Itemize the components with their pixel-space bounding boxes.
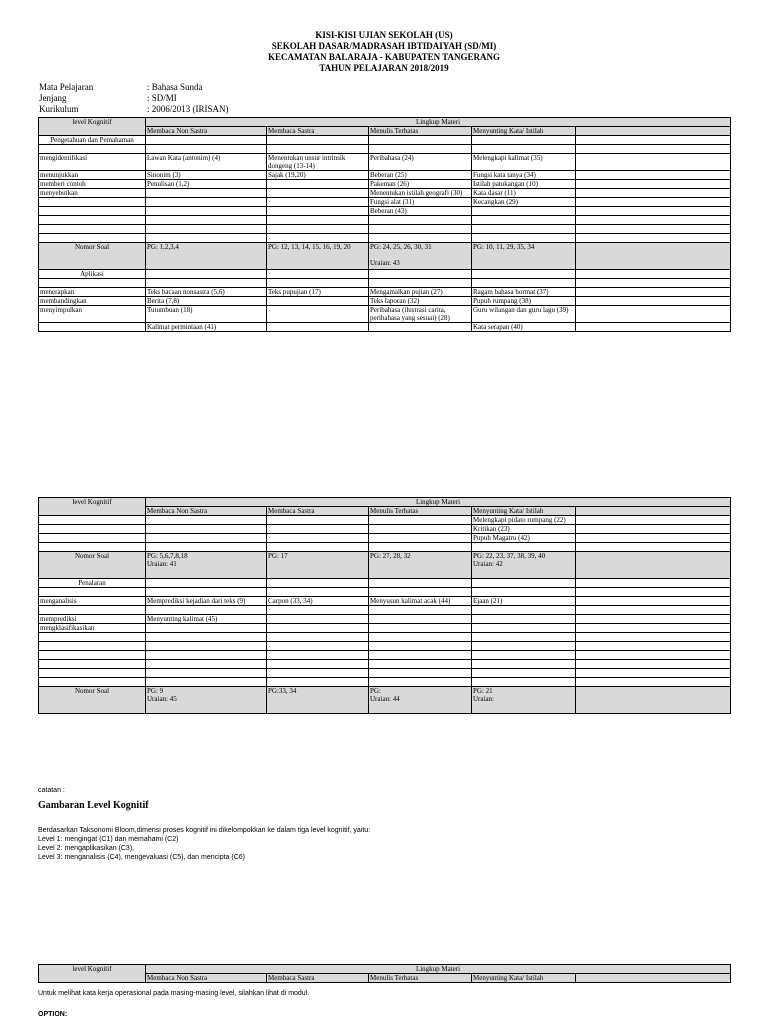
table-cell xyxy=(146,660,267,669)
table-cell xyxy=(146,279,267,288)
level-cell xyxy=(39,145,146,154)
table-cell: Carpon (33, 34) xyxy=(267,597,369,606)
table-cell: PG: 24, 25, 26, 30, 31 Uraian: 43 xyxy=(369,243,472,270)
table-row xyxy=(39,624,731,633)
table-cell xyxy=(146,642,267,651)
table-cell xyxy=(576,145,731,154)
table-cell xyxy=(472,543,576,552)
table-cell xyxy=(576,597,731,606)
table-cell xyxy=(472,270,576,279)
kisi-table-3 xyxy=(38,964,731,983)
table-cell xyxy=(369,651,472,660)
table-cell xyxy=(146,516,267,525)
table-cell xyxy=(576,288,731,297)
table-cell: Menentukan istilah geografi (30) xyxy=(369,189,472,198)
table-cell xyxy=(472,678,576,687)
table-cell: Peribahasa (ilustrasi carita, peribahasa yang sesuai) (28) xyxy=(369,306,472,323)
table-cell xyxy=(146,534,267,543)
level-cell: membandingkan xyxy=(39,297,146,306)
table-cell xyxy=(146,543,267,552)
table-cell: PG:33, 34 xyxy=(267,687,369,714)
level-cell: menerapkan xyxy=(39,288,146,297)
table-row xyxy=(39,288,731,297)
table-row xyxy=(39,180,731,189)
table-cell xyxy=(576,588,731,597)
table-row xyxy=(39,633,731,642)
level-cell xyxy=(39,660,146,669)
table-cell xyxy=(369,279,472,288)
column-header: Menyunting Kata/ Istilah xyxy=(472,974,576,983)
level-cell xyxy=(39,279,146,288)
level-cell: mengklasifikasikan xyxy=(39,624,146,633)
table-cell xyxy=(267,651,369,660)
level-cell xyxy=(39,588,146,597)
table-row xyxy=(39,207,731,216)
column-header xyxy=(576,974,731,983)
table-cell xyxy=(576,516,731,525)
table-cell xyxy=(146,198,267,207)
notes-level: Level 3: menganalisis (C4), mengevaluasi (C5), dan mencipta (C6) xyxy=(38,854,245,861)
table-cell xyxy=(267,270,369,279)
level-cell xyxy=(39,525,146,534)
level-kognitif-header: level Kognitif xyxy=(39,118,146,136)
title-line: TAHUN PELAJARAN 2018/2019 xyxy=(319,63,449,73)
table-cell xyxy=(369,615,472,624)
table-row xyxy=(39,579,731,588)
table-cell: Beberan (43) xyxy=(369,207,472,216)
title-line: KECAMATAN BALARAJA - KABUPATEN TANGERANG xyxy=(267,52,500,62)
meta-label: Jenjang xyxy=(39,93,67,103)
table-cell xyxy=(576,323,731,332)
table-cell xyxy=(576,189,731,198)
table-row xyxy=(39,687,731,714)
table-cell xyxy=(267,633,369,642)
table-cell xyxy=(267,225,369,234)
column-header: Membaca Sastra xyxy=(267,127,369,136)
table-cell: PG: 1,2,3,4 xyxy=(146,243,267,270)
table-row xyxy=(39,642,731,651)
level-cell: Aplikasi xyxy=(39,270,146,279)
level-cell xyxy=(39,678,146,687)
table-cell: Penulisan (1,2) xyxy=(146,180,267,189)
table-cell xyxy=(576,180,731,189)
table-cell xyxy=(576,270,731,279)
table-row xyxy=(39,189,731,198)
column-header: Membaca Non Sastra xyxy=(146,507,267,516)
table-cell xyxy=(369,234,472,243)
level-cell: menyebutkan xyxy=(39,189,146,198)
table-row xyxy=(39,198,731,207)
table-cell: Pakeman (26) xyxy=(369,180,472,189)
table-row xyxy=(39,552,731,579)
catatan-label: catatan : xyxy=(38,787,65,794)
lingkup-materi-header: Lingkup Materi xyxy=(146,118,731,127)
table-cell xyxy=(146,145,267,154)
lingkup-materi-header: Lingkup Materi xyxy=(146,965,731,974)
table-cell xyxy=(576,225,731,234)
table-cell xyxy=(576,243,731,270)
table-cell: Menyunting kalimat (45) xyxy=(146,615,267,624)
table-cell: Tutumbuan (18) xyxy=(146,306,267,323)
table-cell xyxy=(267,588,369,597)
table-cell: Menentukan unsur intrinsik dongeng (13-14) xyxy=(267,154,369,171)
table-cell: Berita (7,8) xyxy=(146,297,267,306)
column-header: Membaca Non Sastra xyxy=(146,127,267,136)
footer-note: Untuk melihat kata kerja operasional pada masing-masing level, silahkan lihat di modul. xyxy=(38,990,310,997)
table-cell xyxy=(576,198,731,207)
title-line: KISI-KISI UJIAN SEKOLAH (US) xyxy=(315,30,453,40)
table-row xyxy=(39,234,731,243)
table-cell xyxy=(267,198,369,207)
table-cell xyxy=(472,588,576,597)
table-cell xyxy=(576,669,731,678)
table-cell: Menyusun kalimat acak (44) xyxy=(369,597,472,606)
notes-intro: Berdasarkan Taksonomi Bloom,dimensi proses kognitif ini dikelompokkan ke dalam tiga level kognitif, yaitu: xyxy=(38,827,371,834)
table-cell xyxy=(267,180,369,189)
table-cell xyxy=(576,306,731,323)
table-cell xyxy=(576,633,731,642)
table-row xyxy=(39,243,731,270)
level-cell: memprediksi xyxy=(39,615,146,624)
table-row xyxy=(39,154,731,171)
table-cell: Melengkapi kalimat (35) xyxy=(472,154,576,171)
table-cell: PG: 5,6,7,8,18 Uraian: 41 xyxy=(146,552,267,579)
table-cell xyxy=(267,606,369,615)
table-cell xyxy=(576,525,731,534)
table-cell xyxy=(267,216,369,225)
table-cell xyxy=(146,225,267,234)
table-cell xyxy=(576,216,731,225)
level-cell: menganalisis xyxy=(39,597,146,606)
table-cell: Memprediksi kejadian dari teks (9) xyxy=(146,597,267,606)
table-cell: Pupuh rumpang (38) xyxy=(472,297,576,306)
level-cell: mengidentifikasi xyxy=(39,154,146,171)
table-row xyxy=(39,660,731,669)
table-cell xyxy=(576,234,731,243)
table-cell: Sinonim (3) xyxy=(146,171,267,180)
table-cell xyxy=(576,207,731,216)
table-cell xyxy=(576,136,731,145)
table-cell xyxy=(267,323,369,332)
level-cell xyxy=(39,216,146,225)
table-cell: Istilah patukangan (10) xyxy=(472,180,576,189)
column-header: Membaca Sastra xyxy=(267,974,369,983)
table-cell: Kata dasar (11) xyxy=(472,189,576,198)
table-row xyxy=(39,597,731,606)
table-cell xyxy=(472,225,576,234)
table-cell xyxy=(369,543,472,552)
table-cell: Teks pupujian (17) xyxy=(267,288,369,297)
table-cell: Peribahasa (24) xyxy=(369,154,472,171)
table-cell xyxy=(146,189,267,198)
table-cell xyxy=(267,669,369,678)
table-cell xyxy=(369,588,472,597)
table-cell xyxy=(576,615,731,624)
notes-heading: Gambaran Level Kognitif xyxy=(38,800,149,811)
table-cell xyxy=(576,552,731,579)
table-cell xyxy=(267,642,369,651)
level-cell: Nomor Soal xyxy=(39,687,146,714)
table-cell xyxy=(146,525,267,534)
table-cell: Ejaan (21) xyxy=(472,597,576,606)
table-cell xyxy=(472,136,576,145)
table-row xyxy=(39,171,731,180)
table-cell xyxy=(472,234,576,243)
column-header: Menyunting Kata/ Istilah xyxy=(472,507,576,516)
table-cell: PG: 17 xyxy=(267,552,369,579)
table-row xyxy=(39,306,731,323)
level-cell: memberi contoh xyxy=(39,180,146,189)
table-cell xyxy=(267,279,369,288)
table-cell xyxy=(369,624,472,633)
table-cell: Mengamalkan pujian (27) xyxy=(369,288,472,297)
table-cell xyxy=(267,306,369,323)
table-cell xyxy=(267,234,369,243)
table-cell xyxy=(369,216,472,225)
table-cell xyxy=(267,579,369,588)
title-line: SEKOLAH DASAR/MADRASAH IBTIDAIYAH (SD/MI) xyxy=(271,41,497,51)
level-cell xyxy=(39,633,146,642)
table-cell xyxy=(267,145,369,154)
table-row xyxy=(39,534,731,543)
table-cell xyxy=(472,279,576,288)
table-cell: PG: 9 Uraian: 45 xyxy=(146,687,267,714)
table-cell xyxy=(146,207,267,216)
table-cell xyxy=(369,669,472,678)
table-cell xyxy=(267,543,369,552)
table-row xyxy=(39,516,731,525)
option-label: OPTION: xyxy=(38,1011,68,1018)
table-cell xyxy=(369,633,472,642)
table-cell: Guru wilangan dan guru lagu (39) xyxy=(472,306,576,323)
table-row xyxy=(39,279,731,288)
table-row xyxy=(39,270,731,279)
meta-value: : SD/MI xyxy=(147,93,177,103)
level-cell xyxy=(39,516,146,525)
level-cell: Penalaran xyxy=(39,579,146,588)
table-cell xyxy=(146,270,267,279)
table-cell xyxy=(472,207,576,216)
table-cell xyxy=(146,678,267,687)
table-cell xyxy=(146,651,267,660)
table-cell xyxy=(267,207,369,216)
table-cell xyxy=(146,579,267,588)
column-header: Membaca Sastra xyxy=(267,507,369,516)
table-row xyxy=(39,145,731,154)
table-cell xyxy=(576,678,731,687)
table-cell: PG: 12, 13, 14, 15, 16, 19, 20 xyxy=(267,243,369,270)
table-row xyxy=(39,543,731,552)
table-cell xyxy=(146,588,267,597)
table-cell xyxy=(369,136,472,145)
table-cell xyxy=(576,154,731,171)
table-cell: Fungsi alat (31) xyxy=(369,198,472,207)
table-cell: Kalimat permintaan (41) xyxy=(146,323,267,332)
table-cell xyxy=(369,145,472,154)
table-row xyxy=(39,216,731,225)
column-header: Menyunting Kata/ Istilah xyxy=(472,127,576,136)
table-cell xyxy=(472,660,576,669)
table-cell xyxy=(146,633,267,642)
table-cell xyxy=(472,624,576,633)
table-row xyxy=(39,297,731,306)
document-title xyxy=(0,30,768,74)
table-cell xyxy=(576,606,731,615)
table-cell xyxy=(472,145,576,154)
table-cell xyxy=(576,660,731,669)
table-row xyxy=(39,651,731,660)
level-cell xyxy=(39,207,146,216)
level-cell xyxy=(39,669,146,678)
level-cell: Pengetahuan dan Pemahaman xyxy=(39,136,146,145)
table-cell xyxy=(472,216,576,225)
level-kognitif-header: level Kognitif xyxy=(39,498,146,516)
level-cell: menyimpulkan xyxy=(39,306,146,323)
table-cell xyxy=(369,534,472,543)
level-cell xyxy=(39,606,146,615)
level-cell xyxy=(39,651,146,660)
table-row xyxy=(39,225,731,234)
table-cell xyxy=(369,516,472,525)
table-cell xyxy=(267,660,369,669)
table-cell xyxy=(146,624,267,633)
table-cell xyxy=(267,534,369,543)
column-header: Menulis Terbatas xyxy=(369,507,472,516)
table-cell xyxy=(369,225,472,234)
table-cell xyxy=(369,678,472,687)
table-cell xyxy=(576,579,731,588)
level-cell xyxy=(39,534,146,543)
table-cell xyxy=(146,606,267,615)
table-row xyxy=(39,669,731,678)
table-cell: PG: 21 Uraian: xyxy=(472,687,576,714)
table-row xyxy=(39,588,731,597)
table-cell xyxy=(576,171,731,180)
notes-level: Level 2: mengaplikasikan (C3), xyxy=(38,845,135,852)
table-cell xyxy=(146,136,267,145)
table-cell: PG: Uraian: 44 xyxy=(369,687,472,714)
meta-block xyxy=(39,82,229,115)
table-cell xyxy=(267,516,369,525)
column-header xyxy=(576,507,731,516)
table-cell xyxy=(369,525,472,534)
table-row xyxy=(39,136,731,145)
table-cell xyxy=(369,323,472,332)
table-row xyxy=(39,615,731,624)
table-cell xyxy=(472,642,576,651)
table-cell xyxy=(576,297,731,306)
column-header xyxy=(576,127,731,136)
table-cell: Teks laporan (32) xyxy=(369,297,472,306)
table-cell: Melengkapi pidato rumpang (22) xyxy=(472,516,576,525)
table-cell xyxy=(472,615,576,624)
table-cell xyxy=(576,651,731,660)
table-cell xyxy=(369,606,472,615)
table-cell: PG: 10, 11, 29, 35, 34 xyxy=(472,243,576,270)
notes-body xyxy=(38,826,738,862)
table-cell: Lawan Kata (antonim) (4) xyxy=(146,154,267,171)
table-row xyxy=(39,323,731,332)
table-cell: PG: 22, 23, 37, 38, 39, 40 Uraian: 42 xyxy=(472,552,576,579)
level-cell: Nomor Soal xyxy=(39,243,146,270)
table-cell xyxy=(267,678,369,687)
level-cell: menunjukkan xyxy=(39,171,146,180)
table-cell xyxy=(146,669,267,678)
table-row xyxy=(39,678,731,687)
table-cell: Fungsi kata tanya (34) xyxy=(472,171,576,180)
table-cell xyxy=(267,624,369,633)
table-cell: Kata serapan (40) xyxy=(472,323,576,332)
table-cell: Pupuh Magatru (42) xyxy=(472,534,576,543)
table-row xyxy=(39,525,731,534)
level-kognitif-header: level Kognitif xyxy=(39,965,146,983)
kisi-table-2 xyxy=(38,497,731,714)
meta-value: : Bahasa Sunda xyxy=(147,82,203,92)
table-cell xyxy=(369,579,472,588)
table-cell xyxy=(369,642,472,651)
table-cell: Kritikan (23) xyxy=(472,525,576,534)
table-cell xyxy=(576,687,731,714)
kisi-table-1 xyxy=(38,117,731,332)
table-cell xyxy=(576,534,731,543)
table-cell xyxy=(472,651,576,660)
table-cell: Kecangkan (29) xyxy=(472,198,576,207)
level-cell xyxy=(39,198,146,207)
level-cell xyxy=(39,323,146,332)
table-cell xyxy=(369,270,472,279)
table-cell: Ragam bahasa hormat (37) xyxy=(472,288,576,297)
level-cell xyxy=(39,642,146,651)
table-cell: Beberan (25) xyxy=(369,171,472,180)
table-cell xyxy=(576,642,731,651)
meta-label: Kurikulum xyxy=(39,104,79,114)
table-cell xyxy=(472,633,576,642)
table-cell xyxy=(369,660,472,669)
table-cell xyxy=(267,525,369,534)
table-cell xyxy=(472,579,576,588)
table-row xyxy=(39,606,731,615)
meta-value: : 2006/2013 (IRISAN) xyxy=(147,104,229,114)
column-header: Membaca Non Sastra xyxy=(146,974,267,983)
table-cell xyxy=(576,279,731,288)
table-cell xyxy=(472,669,576,678)
level-cell xyxy=(39,234,146,243)
table-cell: PG: 27, 28, 32 xyxy=(369,552,472,579)
notes-level: Level 1: mengingat (C1) dan memahami (C2) xyxy=(38,836,179,843)
table-cell: Sajak (19,20) xyxy=(267,171,369,180)
table-cell xyxy=(472,606,576,615)
table-cell xyxy=(267,136,369,145)
level-cell xyxy=(39,225,146,234)
table-cell xyxy=(267,615,369,624)
table-cell: Teks bacaan nonsastra (5,6) xyxy=(146,288,267,297)
table-cell xyxy=(267,189,369,198)
table-cell xyxy=(267,297,369,306)
lingkup-materi-header: Lingkup Materi xyxy=(146,498,731,507)
table-cell xyxy=(146,234,267,243)
table-cell xyxy=(576,543,731,552)
table-cell xyxy=(576,624,731,633)
level-cell: Nomor Soal xyxy=(39,552,146,579)
column-header: Menulis Terbatas xyxy=(369,974,472,983)
meta-label: Mata Pelajaran xyxy=(39,82,94,92)
table-cell xyxy=(146,216,267,225)
level-cell xyxy=(39,543,146,552)
column-header: Menulis Terbatas xyxy=(369,127,472,136)
